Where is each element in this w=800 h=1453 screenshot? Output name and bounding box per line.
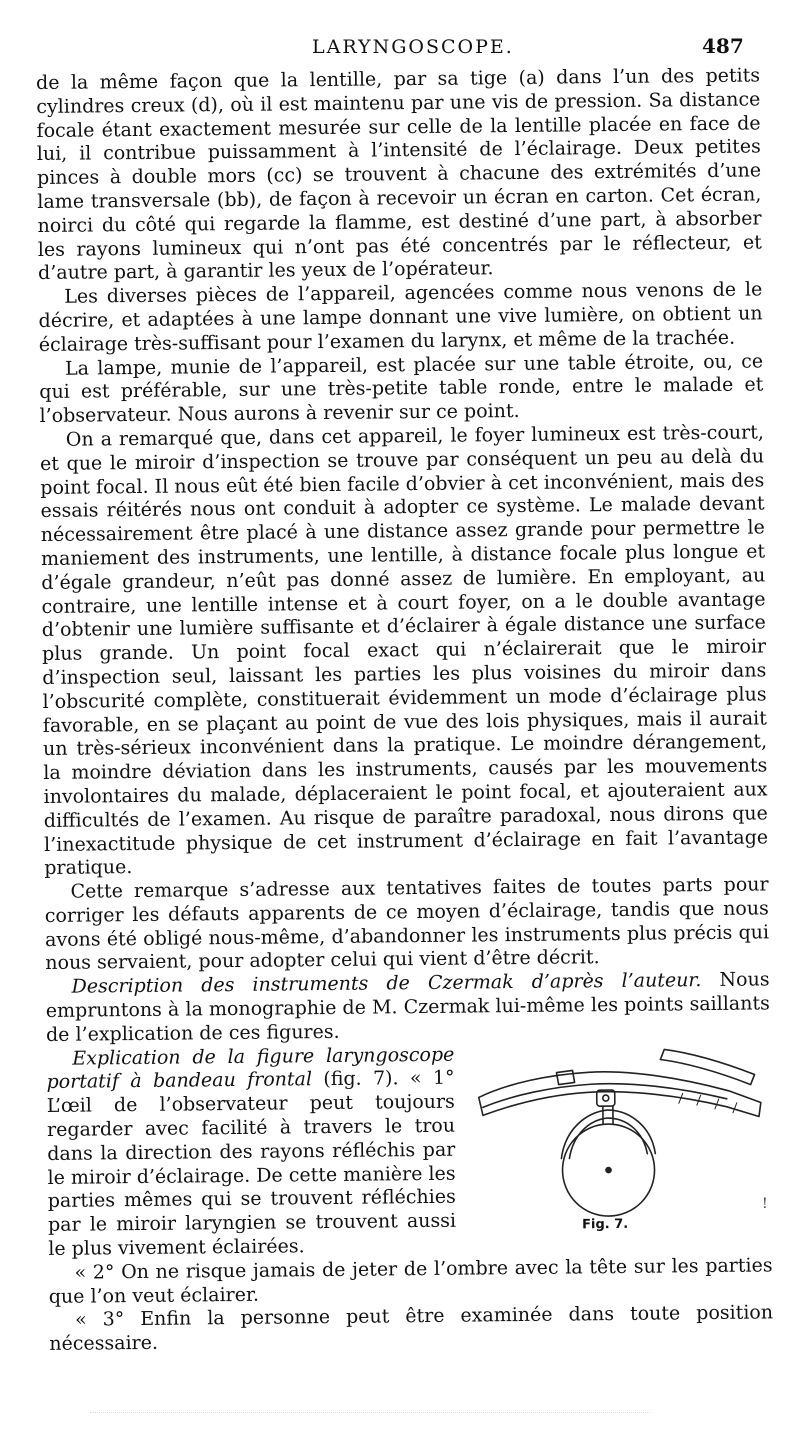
paragraph: « 2° On ne risque jamais de jeter de l’ombre avec la tête sur les parties que l’on veut éclairer. [48,1254,773,1308]
paragraph: Les diverses pièces de l’appareil, agencées comme nous venons de le décrire, et adaptées à une lampe donnant une vive lumière, on obtient un éclairage très-suffisant pour l’examen du larynx, et même de la trachée. [38,278,763,356]
bleed-through-line [90,1412,650,1421]
paragraph-text: Nous empruntons à la monographie de M. Czermak lui-même les points saillants de l’explication de ces figures. [45,968,770,1046]
running-head [0,34,800,64]
paragraph-text: (fig. 7). « 1° L’œil de l’observateur peut toujours regarder avec facilité à travers le trou dans la direction des rayons réfléchis par le miroir d’éclairage. De cette manière les parties mêmes qui se trouvent réfléchies par le miroir laryngien se trouvent aussi le plus vivement éclairées. [46,1067,457,1260]
margin-mark: ! [762,1196,768,1212]
paragraph-czermak-description [45,969,770,1048]
paragraph: Cette remarque s’adresse aux tentatives faites de toutes parts pour corriger les défauts apparents de ce moyen d’éclairage, tandis que nous avons été obligé nous-même, d’abandonner les instruments plus précis qui nous servaient, pour adopter celui qui vient d’être décrit. [44,873,770,975]
figure-caption: Fig. 7. [582,1216,629,1233]
paragraph: La lampe, munie de l’appareil, est placée sur une table étroite, ou, ce qui est préférable, sur une très-petite table ronde, entre le malade et l’observateur. Nous aurons à revenir sur ce point. [39,349,764,428]
body-text [36,64,773,1357]
paragraph: On a remarqué que, dans cet appareil, le foyer lumineux est très-court, et que le miroir d’inspection se trouve par conséquent un peu au delà du point focal. Il nous eût été bien facile d’obvier à cet inconvénient, mais des essais réitérés nous ont conduit à adopter ce système. Le malade devant nécessairement être placé à une distance assez grande pour permettre le maniement des instruments, une lentille, à distance focale plus longue et d’égale grandeur, n’eût pas donné assez de lumière. En employant, au contraire, une lentille intense et à court foyer, on a le double avantage d’obtenir une lumière suffisante et d’éclairer à égale distance une surface plus grande. Un point focal exact qui n’éclairerait que le miroir d’inspection seul, laissant les parties les plus voisines du miroir dans l’obscurité complète, constituerait évidemment un mode d’éclairage plus favorable, en se plaçant au point de vue des lois physiques, mais il aurait un très-sérieux inconvénient dans la pratique. Le moindre dérangement, la moindre déviation dans les instruments, causés par les mouvements involontaires du malade, déplaceraient le point focal, et ajouteraient aux difficultés de l’examen. Au risque de paraître paradoxal, nous dirons que l’inexactitude physique de cet instrument d’éclairage en fait l’avantage pratique. [39,421,769,880]
figure-7 [468,1046,772,1235]
running-title: LARYNGOSCOPE. [312,36,514,58]
section-heading-italic: Description des instruments de Czermak d’après l’auteur. [71,969,702,998]
paragraph: de la même façon que la lentille, par sa tige (a) dans l’un des petits cylindres creux (d), où il est maintenu par une vis de pression. Sa distance focale étant exactement mesurée sur celle de la lentille placée en face de lui, il contribue puissamment à l’intensité de l’éclairage. Deux petites pinces à double mors (cc) se trouvent à chacune des extrémités d’une lame transversale (bb), de façon à recevoir un écran en carton. Cet écran, noirci du côté qui regarde la flamme, est destiné d’une part, à absorber les rayons lumineux qui n’ont pas été concentrés par le réflecteur, et d’autre part, à garantir les yeux de l’opérateur. [36,64,762,285]
section-heading-italic: Explication de la figure laryngoscope portatif à bandeau frontal [46,1043,455,1094]
paragraph: « 3° Enfin la personne peut être examinée dans toute position nécessaire. [49,1301,774,1356]
head-mirror-headband-illustration [468,1046,772,1235]
page-number: 487 [702,34,744,58]
